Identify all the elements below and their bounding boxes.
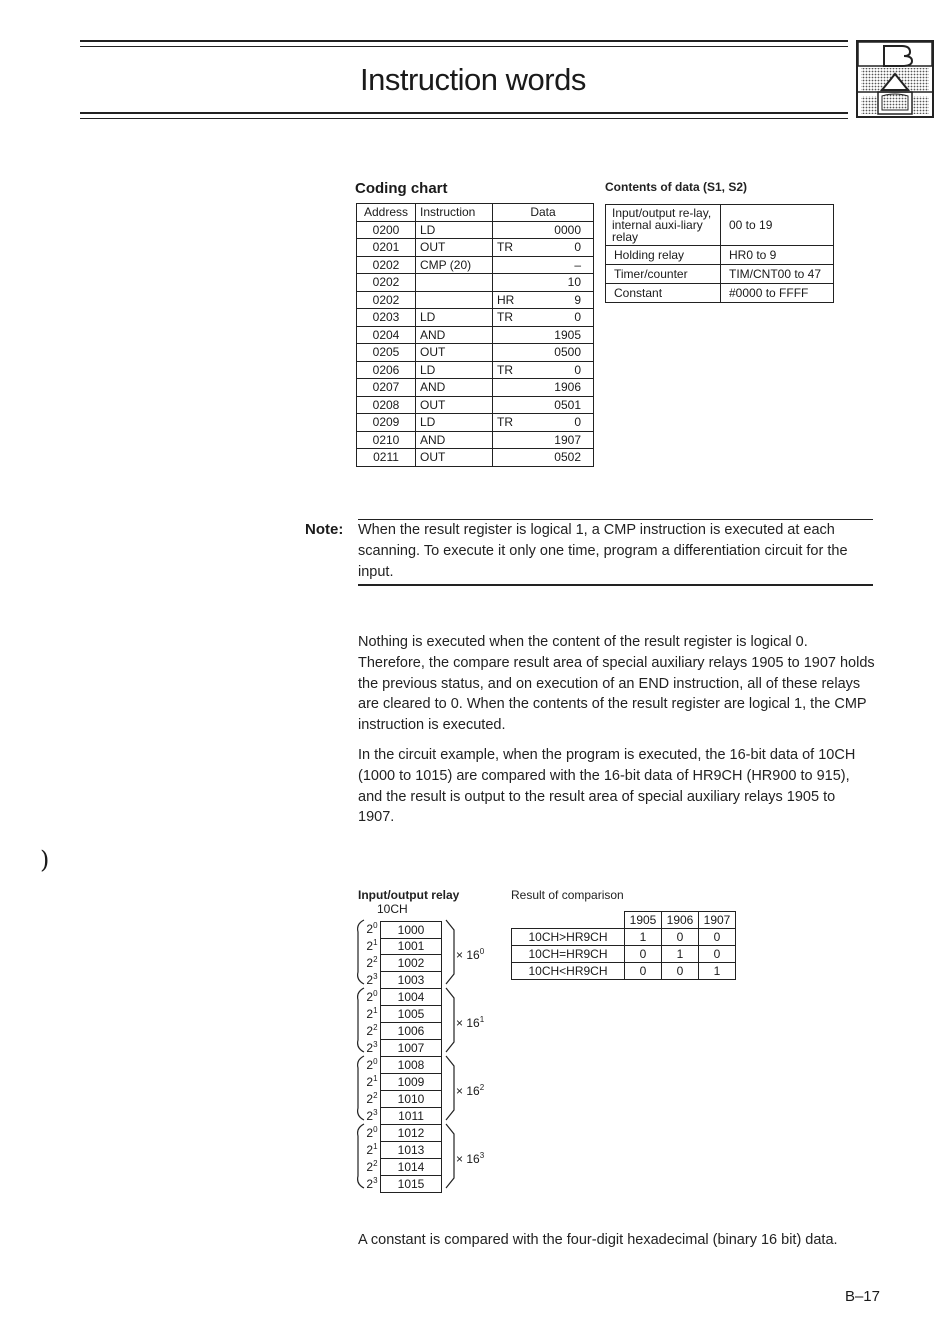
result-label-cell: 10CH>HR9CH xyxy=(512,929,625,946)
bit-weight-label: $2^3$ xyxy=(366,1040,378,1055)
contents-label-cell: Holding relay xyxy=(606,246,721,265)
instruction-cell: OUT xyxy=(416,449,493,467)
data-prefix-cell xyxy=(493,256,542,274)
bit-cell: 1012 xyxy=(380,1125,442,1142)
hex-multiplier-label: × $16^1$ xyxy=(456,1015,485,1030)
page-number: B–17 xyxy=(844,1288,880,1305)
table-row xyxy=(357,221,594,239)
data-value-cell: 1905 xyxy=(541,326,594,344)
page-title: Instruction words xyxy=(360,62,586,97)
table-row xyxy=(357,431,594,449)
data-prefix-cell: TR xyxy=(493,239,542,257)
bit-weight-label: $2^3$ xyxy=(366,972,378,987)
note-bottom-rule xyxy=(358,584,873,586)
bit-cell: 1014 xyxy=(380,1159,442,1176)
right-group-bracket xyxy=(446,988,454,1052)
column-header-address: Address xyxy=(357,204,416,222)
address-cell: 0207 xyxy=(357,379,416,397)
bit-cell: 1013 xyxy=(380,1142,442,1159)
address-cell: 0202 xyxy=(357,274,416,292)
instruction-cell: OUT xyxy=(416,344,493,362)
bit-cell: 1000 xyxy=(380,921,442,939)
address-cell: 0203 xyxy=(357,309,416,327)
coding-chart-table xyxy=(356,203,594,467)
contents-table xyxy=(605,204,834,303)
data-value-cell: 0502 xyxy=(541,449,594,467)
result-col-1907: 1907 xyxy=(699,912,736,929)
instruction-cell xyxy=(416,274,493,292)
margin-mark: ) xyxy=(40,846,50,874)
address-cell: 0204 xyxy=(357,326,416,344)
address-cell: 0202 xyxy=(357,256,416,274)
left-group-bracket xyxy=(358,988,364,1052)
table-row xyxy=(357,239,594,257)
result-value-cell: 0 xyxy=(625,946,662,963)
table-row xyxy=(357,414,594,432)
table-row xyxy=(606,246,834,265)
data-prefix-cell xyxy=(493,431,542,449)
bit-weight-label: $2^1$ xyxy=(366,1074,378,1089)
bit-group-brackets xyxy=(350,918,470,1196)
address-cell: 0211 xyxy=(357,449,416,467)
instruction-cell: LD xyxy=(416,361,493,379)
bit-weight-label: $2^3$ xyxy=(366,1108,378,1123)
table-row xyxy=(606,284,834,303)
instruction-cell: LD xyxy=(416,309,493,327)
table-row xyxy=(357,274,594,292)
contents-label-cell: Input/output re-lay, internal auxi-liary relay xyxy=(606,205,721,246)
io-channel-label: 10CH xyxy=(377,902,408,916)
result-label-cell: 10CH=HR9CH xyxy=(512,946,625,963)
contents-label-cell: Timer/counter xyxy=(606,265,721,284)
data-prefix-cell: TR xyxy=(493,361,542,379)
header-bottom-rule xyxy=(80,112,848,114)
bit-cell: 1003 xyxy=(380,972,442,989)
header-top-rule-thin xyxy=(80,46,848,47)
result-col-1905: 1905 xyxy=(625,912,662,929)
paragraph-2: In the circuit example, when the program is executed, the 16-bit data of 10CH (1000 to 1015) are compared with the 16-bit data of HR9CH (HR900 to 915), and the result is output to the result area of special auxiliary relays 1905 to 1907. xyxy=(358,747,856,826)
data-prefix-cell: HR xyxy=(493,291,542,309)
table-row xyxy=(357,326,594,344)
bit-cell: 1004 xyxy=(380,989,442,1006)
address-cell: 0201 xyxy=(357,239,416,257)
data-prefix-cell: TR xyxy=(493,309,542,327)
data-value-cell: 10 xyxy=(541,274,594,292)
bit-weight-label: $2^1$ xyxy=(366,938,378,953)
hex-multiplier-label: × $16^3$ xyxy=(456,1151,485,1166)
data-value-cell: 0500 xyxy=(541,344,594,362)
left-group-bracket xyxy=(358,1124,364,1188)
bit-cell: 1015 xyxy=(380,1176,442,1193)
result-value-cell: 0 xyxy=(699,946,736,963)
hex-multiplier-label: × $16^0$ xyxy=(456,947,485,962)
data-value-cell: 1906 xyxy=(541,379,594,397)
logo-icon xyxy=(856,40,934,118)
data-value-cell: 0 xyxy=(541,239,594,257)
contents-value-cell: TIM/CNT00 to 47 xyxy=(721,265,834,284)
bit-cell: 1008 xyxy=(380,1057,442,1074)
bit-cell: 1002 xyxy=(380,955,442,972)
result-col-1906: 1906 xyxy=(662,912,699,929)
bit-weight-label: $2^2$ xyxy=(366,1159,378,1174)
left-group-bracket xyxy=(358,1056,364,1120)
column-header-data: Data xyxy=(493,204,594,222)
instruction-cell: OUT xyxy=(416,396,493,414)
result-value-cell: 0 xyxy=(699,929,736,946)
result-value-cell: 1 xyxy=(699,963,736,980)
bit-weight-label: $2^0$ xyxy=(366,989,378,1004)
right-group-bracket xyxy=(446,1056,454,1120)
table-row xyxy=(357,449,594,467)
instruction-cell: AND xyxy=(416,431,493,449)
bit-weight-label: $2^2$ xyxy=(366,1023,378,1038)
bit-weight-label: $2^2$ xyxy=(366,1091,378,1106)
coding-chart-header-row xyxy=(357,204,594,222)
data-value-cell: 1907 xyxy=(541,431,594,449)
table-row xyxy=(357,309,594,327)
header-bottom-rule-thin xyxy=(80,118,848,119)
result-value-cell: 1 xyxy=(662,946,699,963)
result-table xyxy=(511,911,736,980)
contents-label-cell: Constant xyxy=(606,284,721,303)
instruction-cell: LD xyxy=(416,414,493,432)
address-cell: 0209 xyxy=(357,414,416,432)
bit-cell: 1006 xyxy=(380,1023,442,1040)
bit-weight-label: $2^0$ xyxy=(366,1057,378,1072)
result-value-cell: 0 xyxy=(662,963,699,980)
data-value-cell: 0 xyxy=(541,414,594,432)
coding-chart-heading: Coding chart xyxy=(355,180,448,197)
instruction-cell: OUT xyxy=(416,239,493,257)
data-value-cell: 9 xyxy=(541,291,594,309)
bit-cell: 1005 xyxy=(380,1006,442,1023)
instruction-cell: AND xyxy=(416,379,493,397)
data-prefix-cell xyxy=(493,344,542,362)
note-label: Note: xyxy=(305,521,344,538)
result-heading: Result of comparison xyxy=(511,888,624,902)
address-cell: 0200 xyxy=(357,221,416,239)
result-label-cell: 10CH<HR9CH xyxy=(512,963,625,980)
table-row xyxy=(357,379,594,397)
footer-text: A constant is compared with the four-digit hexadecimal (binary 16 bit) data. xyxy=(358,1232,838,1248)
bit-cell: 1011 xyxy=(380,1108,442,1125)
bit-weight-label: $2^2$ xyxy=(366,955,378,970)
paragraph-1: Nothing is executed when the content of the result register is logical 0. Therefore, the compare result area of special auxiliary relays 1905 to 1907 holds the previous status, and on execution of an END instruction, all of these relays are cleared to 0. When the contents of the result register are logical 1, the CMP instruction is executed. xyxy=(358,634,875,734)
table-row xyxy=(357,291,594,309)
address-cell: 0210 xyxy=(357,431,416,449)
address-cell: 0208 xyxy=(357,396,416,414)
bit-weight-label: $2^1$ xyxy=(366,1142,378,1157)
data-value-cell: 0000 xyxy=(541,221,594,239)
result-value-cell: 0 xyxy=(662,929,699,946)
instruction-cell: CMP (20) xyxy=(416,256,493,274)
io-relay-heading: Input/output relay xyxy=(358,888,460,902)
table-row xyxy=(606,205,834,246)
note-text: When the result register is logical 1, a CMP instruction is executed at each scanning. To execute it only one time, program a differentiation circuit for the input. xyxy=(358,522,848,580)
table-row xyxy=(512,963,736,980)
column-header-instruction: Instruction xyxy=(416,204,493,222)
table-row xyxy=(357,344,594,362)
table-row xyxy=(357,396,594,414)
instruction-cell: AND xyxy=(416,326,493,344)
address-cell: 0202 xyxy=(357,291,416,309)
bit-weight-label: $2^1$ xyxy=(366,1006,378,1021)
right-group-bracket xyxy=(446,1124,454,1188)
table-row xyxy=(357,361,594,379)
right-group-bracket xyxy=(446,920,454,984)
data-prefix-cell xyxy=(493,379,542,397)
data-prefix-cell xyxy=(493,326,542,344)
address-cell: 0206 xyxy=(357,361,416,379)
data-prefix-cell xyxy=(493,449,542,467)
table-row xyxy=(512,946,736,963)
left-group-bracket xyxy=(358,920,364,984)
instruction-cell xyxy=(416,291,493,309)
address-cell: 0205 xyxy=(357,344,416,362)
bit-weight-label: $2^0$ xyxy=(366,921,378,936)
data-prefix-cell xyxy=(493,221,542,239)
header-top-rule xyxy=(80,40,848,42)
contents-value-cell: #0000 to FFFF xyxy=(721,284,834,303)
bit-cell: 1001 xyxy=(380,938,442,955)
bit-weight-label: $2^0$ xyxy=(366,1125,378,1140)
contents-value-cell: HR0 to 9 xyxy=(721,246,834,265)
table-row xyxy=(606,265,834,284)
table-row xyxy=(357,256,594,274)
hex-multiplier-label: × $16^2$ xyxy=(456,1083,485,1098)
result-value-cell: 1 xyxy=(625,929,662,946)
contents-heading: Contents of data (S1, S2) xyxy=(605,180,748,194)
data-prefix-cell xyxy=(493,396,542,414)
data-value-cell: 0501 xyxy=(541,396,594,414)
result-header-row xyxy=(512,912,736,929)
bit-cell: 1007 xyxy=(380,1040,442,1057)
data-prefix-cell: TR xyxy=(493,414,542,432)
bit-weight-label: $2^3$ xyxy=(366,1176,378,1191)
instruction-cell: LD xyxy=(416,221,493,239)
data-value-cell: – xyxy=(541,256,594,274)
data-value-cell: 0 xyxy=(541,309,594,327)
table-row xyxy=(512,929,736,946)
data-value-cell: 0 xyxy=(541,361,594,379)
data-prefix-cell xyxy=(493,274,542,292)
bit-cell: 1009 xyxy=(380,1074,442,1091)
contents-value-cell: 00 to 19 xyxy=(721,205,834,246)
bit-cell: 1010 xyxy=(380,1091,442,1108)
result-value-cell: 0 xyxy=(625,963,662,980)
